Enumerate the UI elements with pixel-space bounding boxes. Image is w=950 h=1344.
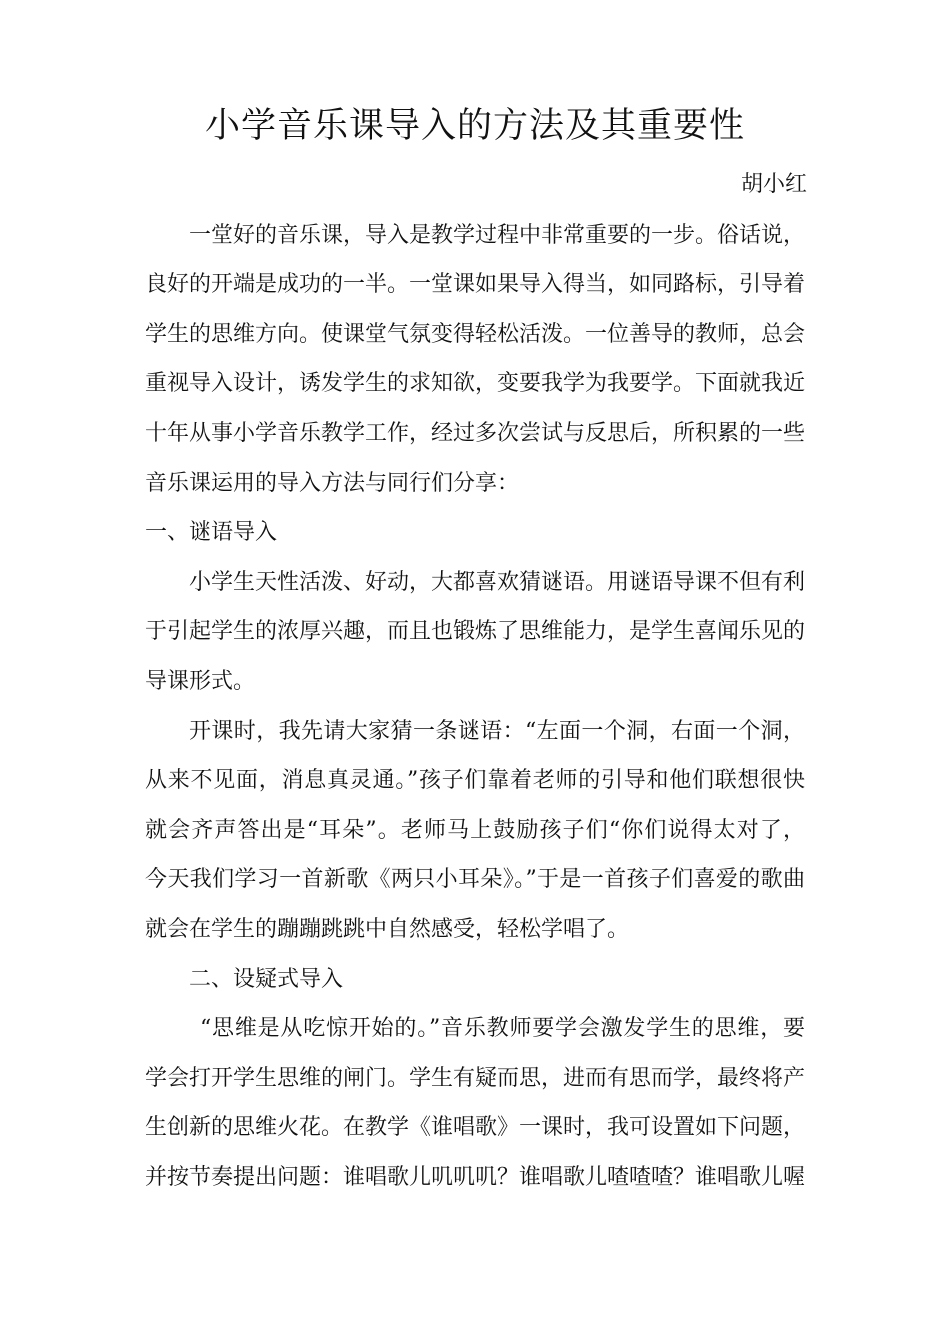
paragraph-line: 并按节奏提出问题：谁唱歌儿叽叽叽？谁唱歌儿喳喳喳？谁唱歌儿喔: [145, 1165, 806, 1190]
paragraph-line: 就会齐声答出是“耳朵”。老师马上鼓励孩子们“你们说得太对了，: [145, 818, 805, 843]
paragraph-line: 生创新的思维火花。在教学《谁唱歌》一课时，我可设置如下问题，: [145, 1115, 806, 1140]
paragraph-line: 于引起学生的浓厚兴趣，而且也锻炼了思维能力，是学生喜闻乐见的: [145, 619, 806, 644]
paragraph-line: 一堂好的音乐课，导入是教学过程中非常重要的一步。俗话说，: [189, 223, 806, 248]
section-heading: 二、设疑式导入: [189, 967, 344, 992]
paragraph-line: 导课形式。: [145, 669, 256, 694]
paragraph-line: “思维是从吃惊开始的。”音乐教师要学会激发学生的思维，要: [200, 1016, 805, 1041]
paragraph-line: 学生的思维方向。使课堂气氛变得轻松活泼。一位善导的教师，总会: [145, 322, 806, 347]
paragraph-line: 开课时，我先请大家猜一条谜语：“左面一个洞，右面一个洞，: [189, 719, 805, 744]
document-title: 小学音乐课导入的方法及其重要性: [204, 106, 745, 146]
paragraph-line: 重视导入设计，诱发学生的求知欲，变要我学为我要学。下面就我近: [145, 371, 806, 396]
section-heading: 一、谜语导入: [145, 520, 278, 545]
paragraph-line: 从来不见面，消息真灵通。”孩子们靠着老师的引导和他们联想很快: [145, 768, 805, 793]
paragraph-line: 学会打开学生思维的闸门。学生有疑而思，进而有思而学，最终将产: [145, 1066, 806, 1091]
paragraph-line: 今天我们学习一首新歌《两只小耳朵》。”于是一首孩子们喜爱的歌曲: [145, 867, 805, 892]
document-author: 胡小红: [740, 172, 807, 197]
paragraph-line: 音乐课运用的导入方法与同行们分享：: [145, 471, 520, 496]
paragraph-line: 小学生天性活泼、好动，大都喜欢猜谜语。用谜语导课不但有利: [189, 570, 806, 595]
paragraph-line: 十年从事小学音乐教学工作，经过多次尝试与反思后，所积累的一些: [145, 421, 806, 446]
paragraph-line: 良好的开端是成功的一半。一堂课如果导入得当，如同路标，引导着: [145, 272, 806, 297]
paragraph-line: 就会在学生的蹦蹦跳跳中自然感受，轻松学唱了。: [145, 917, 630, 942]
